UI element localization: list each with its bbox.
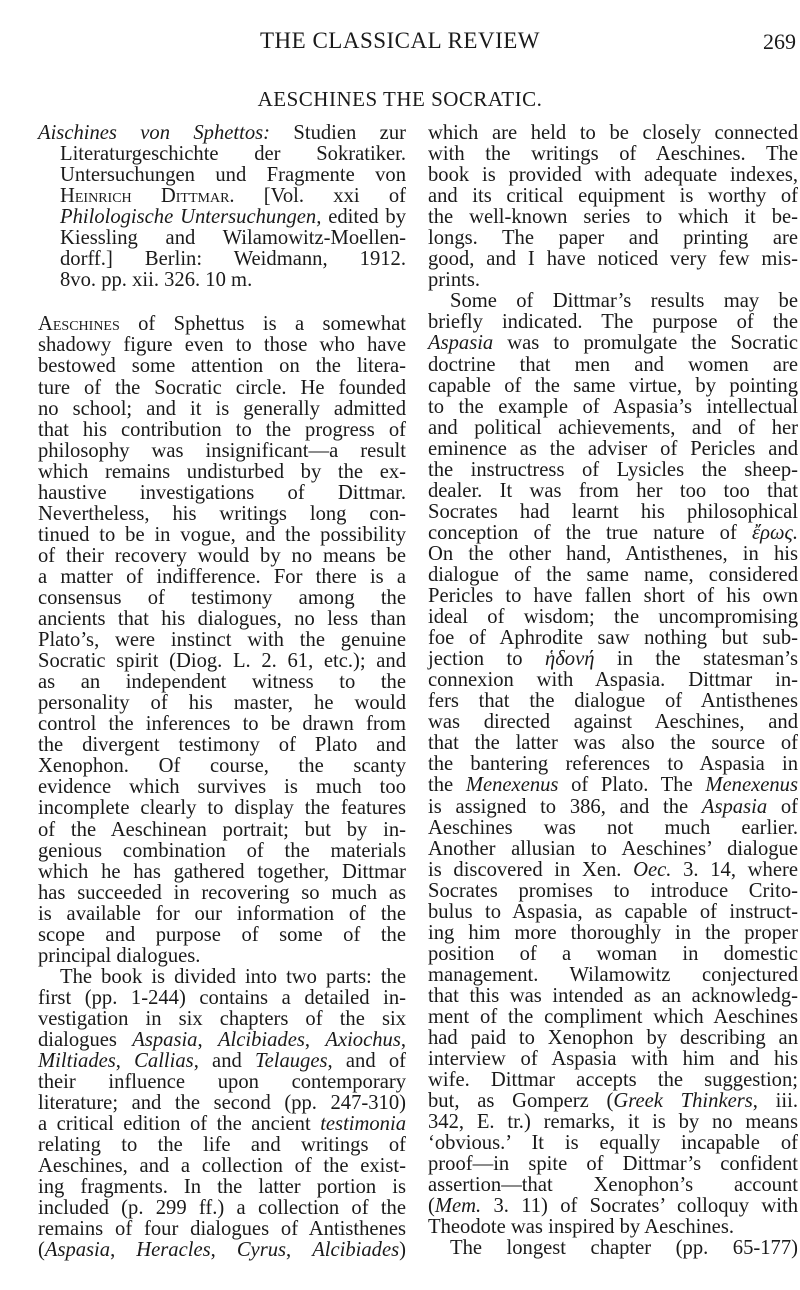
text-run: ancients that his dialogues, no less than xyxy=(38,608,406,631)
text-run: book is provided with adequate indexes, xyxy=(428,164,798,187)
text-line xyxy=(428,860,798,881)
text-run: which he has gathered together, Dittmar xyxy=(38,860,406,883)
text-line xyxy=(428,839,798,860)
text-line xyxy=(38,228,406,249)
text-line xyxy=(38,567,406,588)
text-line xyxy=(428,144,798,165)
text-run: ture of the Socratic circle. He founded xyxy=(38,376,406,399)
text-run: of Plato. The xyxy=(558,774,706,797)
text-run: ( xyxy=(38,1239,45,1262)
italic-text: ἡδονή xyxy=(545,648,595,671)
text-run: ing him more thoroughly in the proper xyxy=(428,921,798,944)
text-line xyxy=(38,186,406,207)
italic-text: Telauges xyxy=(255,1050,328,1073)
text-run: philosophy was insignificant—a result xyxy=(38,439,406,462)
text-run: the well-known series to which it be- xyxy=(428,206,798,229)
text-line xyxy=(428,923,798,944)
paragraph xyxy=(428,1238,798,1259)
text-line xyxy=(428,523,798,544)
text-line xyxy=(38,399,406,420)
text-run: a matter of indifference. For there is a xyxy=(38,565,406,588)
text-run: Another allusian to Aeschines’ dialogue xyxy=(428,837,798,860)
italic-text: Philologische Untersuchungen, xyxy=(60,206,322,229)
spacer xyxy=(38,291,406,314)
text-line xyxy=(38,314,406,335)
text-line xyxy=(38,249,406,270)
italic-text: Aspasia xyxy=(44,1239,111,1262)
text-run: , xyxy=(197,1028,218,1051)
text-run: Literaturgeschichte der Sokratiker. xyxy=(60,143,406,166)
text-run: Socrates promises to introduce Crito- xyxy=(428,879,798,902)
text-run: consensus of testimony among the xyxy=(38,586,406,609)
text-line xyxy=(38,1135,406,1156)
text-line xyxy=(38,651,406,672)
text-run: is available for our information of the xyxy=(38,902,406,925)
text-line xyxy=(38,693,406,714)
text-run: Theodote was inspired by Aeschines. xyxy=(428,1216,734,1239)
text-run: , xyxy=(210,1239,237,1262)
text-run: Aeschines was not much earlier. xyxy=(428,816,798,839)
text-run: but, as Gomperz ( xyxy=(428,1090,614,1113)
text-line xyxy=(38,630,406,651)
text-run: vestigation in six chapters of the six xyxy=(38,1007,406,1030)
text-run: dialogue of the same name, considered xyxy=(428,563,798,586)
text-run: bulus to Aspasia, as capable of instruct- xyxy=(428,900,798,923)
text-run: On the other hand, Antisthenes, in his xyxy=(428,542,798,565)
text-run: incomplete clearly to display the features xyxy=(38,797,406,820)
text-run: The longest chapter (pp. 65-177) xyxy=(450,1237,798,1260)
small-caps-text: Heinrich Dittmar. xyxy=(60,185,235,208)
text-run: principal dialogues. xyxy=(38,944,201,967)
text-line xyxy=(428,565,798,586)
text-run: their influence upon contemporary xyxy=(38,1071,406,1094)
text-run: Pericles to have fallen short of his own xyxy=(428,585,798,608)
text-run: haustive investigations of Dittmar. xyxy=(38,481,406,504)
text-line xyxy=(38,504,406,525)
text-run: 8vo. pp. xii. 326. 10 m. xyxy=(60,269,253,292)
text-run: assertion—that Xenophon’s account xyxy=(428,1174,798,1197)
italic-text: Alcibiades xyxy=(312,1239,400,1262)
right-column xyxy=(428,123,798,1260)
text-run: Plato’s, were instinct with the genuine xyxy=(38,629,406,652)
text-line xyxy=(38,165,406,186)
text-line xyxy=(428,249,798,270)
text-line xyxy=(428,754,798,775)
text-run: ) xyxy=(399,1239,406,1262)
text-line xyxy=(428,1070,798,1091)
text-line xyxy=(428,312,798,333)
text-line xyxy=(38,588,406,609)
text-line xyxy=(428,1196,798,1217)
text-line xyxy=(38,841,406,862)
italic-text: Callias xyxy=(134,1050,194,1073)
text-line xyxy=(428,1175,798,1196)
text-line xyxy=(428,439,798,460)
running-head xyxy=(0,28,800,58)
paragraph-continued xyxy=(428,123,798,291)
text-run: proof—in spite of Dittmar’s confident xyxy=(428,1153,798,1176)
text-run: longs. The paper and printing are xyxy=(428,227,798,250)
text-line xyxy=(38,525,406,546)
text-line xyxy=(38,798,406,819)
italic-text: Aspasia xyxy=(701,795,768,818)
text-run: had paid to Xenophon by describing an xyxy=(428,1027,798,1050)
text-run: of Sphettus is a somewhat xyxy=(119,313,406,336)
page-number: 269 xyxy=(763,29,796,54)
text-run: prints. xyxy=(428,269,481,292)
italic-text: Alcibiades xyxy=(217,1028,305,1051)
text-run: Untersuchungen und Fragmente von xyxy=(60,164,406,187)
text-run: evidence which survives is much too xyxy=(38,776,406,799)
text-run: Xenophon. Of course, the scanty xyxy=(38,755,406,778)
text-line xyxy=(428,902,798,923)
text-line xyxy=(38,356,406,377)
text-run: , xyxy=(304,1028,326,1051)
text-run: [Vol. xxi of xyxy=(234,185,406,208)
text-run: edited by xyxy=(321,206,406,229)
italic-text: ἔρως. xyxy=(751,521,798,544)
italic-text: Cyrus xyxy=(236,1239,287,1262)
journal-title: THE CLASSICAL REVIEW xyxy=(259,28,540,53)
text-run: shadowy figure even to those who have xyxy=(38,334,406,357)
text-line xyxy=(38,207,406,228)
text-line xyxy=(38,1114,406,1135)
text-run: jection to xyxy=(428,648,545,671)
text-line xyxy=(38,420,406,441)
text-run: , xyxy=(115,1050,135,1073)
text-line xyxy=(428,1133,798,1154)
text-run: included (p. 299 ff.) a collection of the xyxy=(38,1197,406,1220)
text-run: eminence as the adviser of Pericles and xyxy=(428,437,798,460)
text-line xyxy=(38,756,406,777)
italic-text: Aischines von Sphettos: xyxy=(38,122,271,144)
text-run: bestowed some attention on the litera- xyxy=(38,355,406,378)
text-run: , iii. xyxy=(752,1090,798,1113)
text-run: relating to the life and writings of xyxy=(38,1134,406,1157)
text-run: and its critical equipment is worthy of xyxy=(428,185,798,208)
text-run: literature; and the second (pp. 247-310) xyxy=(38,1092,406,1115)
text-line xyxy=(428,1028,798,1049)
text-run: Kiessling and Wilamowitz-Moellen- xyxy=(60,227,406,250)
text-line xyxy=(428,355,798,376)
text-line xyxy=(428,670,798,691)
text-line xyxy=(428,881,798,902)
text-run: which remains undisturbed by the ex- xyxy=(38,460,406,483)
text-run: dealer. It was from her too too that xyxy=(428,479,798,502)
paragraph xyxy=(428,291,798,1238)
text-line xyxy=(428,1007,798,1028)
text-run: Socratic spirit (Diog. L. 2. 61, etc.); and xyxy=(38,650,406,673)
left-column xyxy=(38,123,406,1261)
text-line xyxy=(38,123,406,144)
text-line xyxy=(38,1072,406,1093)
text-line xyxy=(38,1093,406,1114)
text-line xyxy=(428,607,798,628)
text-line xyxy=(428,628,798,649)
text-run: dialogues xyxy=(38,1028,133,1051)
text-run: Nevertheless, his writings long con- xyxy=(38,502,406,525)
text-run: The book is divided into two parts: the xyxy=(60,965,406,988)
text-run: that the latter was also the source of xyxy=(428,732,798,755)
text-run: , and of xyxy=(327,1050,406,1073)
text-run: ‘obvious.’ It is equally incapable of xyxy=(428,1132,798,1155)
text-run: a critical edition of the ancient xyxy=(38,1113,321,1136)
text-line xyxy=(428,691,798,712)
text-line xyxy=(38,967,406,988)
article-title: AESCHINES THE SOCRATIC. xyxy=(257,87,543,111)
italic-text: Aspasia xyxy=(428,332,494,355)
text-run: ( xyxy=(428,1195,435,1218)
text-run: connexion with Aspasia. Dittmar in- xyxy=(428,669,798,692)
text-line xyxy=(428,965,798,986)
text-run: which are held to be closely connected xyxy=(428,122,798,144)
text-run: Some of Dittmar’s results may be xyxy=(450,290,798,313)
text-run: is discovered in Xen. xyxy=(428,858,634,881)
text-line xyxy=(428,291,798,312)
text-run: the divergent testimony of Plato and xyxy=(38,734,406,757)
text-run: management. Wilamowitz conjectured xyxy=(428,963,798,986)
text-line xyxy=(38,335,406,356)
text-run: of their recovery would by no means be xyxy=(38,544,406,567)
text-line xyxy=(38,1240,406,1261)
italic-text: Menexenus xyxy=(465,774,559,797)
text-line xyxy=(428,586,798,607)
text-run: ing fragments. In the latter portion is xyxy=(38,1176,406,1199)
text-line xyxy=(428,502,798,523)
text-line xyxy=(38,1009,406,1030)
text-line xyxy=(428,228,798,249)
text-run: 342, E. tr.) remarks, it is by no means xyxy=(428,1111,798,1134)
text-line xyxy=(428,186,798,207)
text-line xyxy=(428,1238,798,1259)
text-line xyxy=(38,1051,406,1072)
text-line xyxy=(428,460,798,481)
italic-text: Heracles xyxy=(136,1239,211,1262)
text-line xyxy=(428,712,798,733)
text-line xyxy=(428,944,798,965)
text-line xyxy=(428,333,798,354)
text-line xyxy=(38,270,406,291)
text-run: of xyxy=(767,795,798,818)
text-run: was directed against Aeschines, and xyxy=(428,711,798,734)
text-run: , xyxy=(286,1239,313,1262)
text-line xyxy=(428,733,798,754)
text-line xyxy=(428,418,798,439)
italic-text: Oec. xyxy=(633,858,672,881)
italic-text: Miltiades xyxy=(38,1050,116,1073)
text-run: Studien zur xyxy=(270,122,406,144)
text-run: the bantering references to Aspasia in xyxy=(428,753,798,776)
text-line xyxy=(428,544,798,565)
text-line xyxy=(428,207,798,228)
text-run: Aeschines, and a collection of the exist- xyxy=(38,1155,406,1178)
text-line xyxy=(38,609,406,630)
text-line xyxy=(38,1219,406,1240)
text-line xyxy=(38,1177,406,1198)
text-run: no school; and it is generally admitted xyxy=(38,397,406,420)
text-run: 3. 11) of Socrates’ colloquy with xyxy=(481,1195,798,1218)
text-run: good, and I have noticed very few mis- xyxy=(428,248,798,271)
text-run: doctrine that men and women are xyxy=(428,353,798,376)
text-run: , xyxy=(110,1239,137,1262)
small-caps-text: Aeschines xyxy=(38,313,120,336)
text-line xyxy=(38,925,406,946)
text-line xyxy=(38,820,406,841)
text-line xyxy=(428,1154,798,1175)
text-line xyxy=(38,777,406,798)
text-line xyxy=(428,649,798,670)
text-line xyxy=(38,483,406,504)
text-line xyxy=(38,672,406,693)
text-run: tinued to be in vogue, and the possibility xyxy=(38,523,406,546)
text-run: has succeeded in recovering so much as xyxy=(38,881,406,904)
italic-text: testimonia xyxy=(320,1113,406,1136)
text-line xyxy=(428,481,798,502)
text-run: as an independent witness to the xyxy=(38,671,406,694)
text-line xyxy=(428,376,798,397)
text-line xyxy=(428,270,798,291)
text-run: the instructress of Lysicles the sheep- xyxy=(428,458,798,481)
text-run: conception of the true nature of xyxy=(428,521,752,544)
italic-text: Mem. xyxy=(434,1195,482,1218)
text-run: dorff.] Berlin: Weidmann, 1912. xyxy=(60,248,406,271)
text-line xyxy=(428,797,798,818)
text-run: that his contribution to the progress of xyxy=(38,418,406,441)
text-line xyxy=(38,714,406,735)
text-run: genious combination of the materials xyxy=(38,839,406,862)
text-line xyxy=(38,946,406,967)
text-run: foe of Aphrodite saw nothing but sub- xyxy=(428,627,798,650)
text-run: Socrates had learnt his philosophical xyxy=(428,500,798,523)
text-line xyxy=(38,883,406,904)
text-run: and political achievements, and of her xyxy=(428,416,798,439)
italic-text: Menexenus xyxy=(705,774,798,797)
bibliographic-entry xyxy=(38,123,406,291)
text-run: 3. 14, where xyxy=(671,858,798,881)
text-line xyxy=(428,986,798,1007)
text-run: , xyxy=(400,1028,407,1051)
text-line xyxy=(38,735,406,756)
text-run: , and xyxy=(193,1050,256,1073)
text-run: that this was intended as an acknowledg- xyxy=(428,984,798,1007)
text-line xyxy=(428,165,798,186)
text-line xyxy=(38,1198,406,1219)
paragraph xyxy=(38,967,406,1262)
text-line xyxy=(38,378,406,399)
text-run: is assigned to 386, and the xyxy=(428,795,702,818)
italic-text: Greek Thinkers xyxy=(613,1090,753,1113)
text-line xyxy=(428,818,798,839)
text-run: scope and purpose of some of the xyxy=(38,923,406,946)
paragraph xyxy=(38,314,406,966)
text-run: with the writings of Aeschines. The xyxy=(428,143,798,166)
italic-text: Axiochus xyxy=(325,1028,401,1051)
text-line xyxy=(38,462,406,483)
text-line xyxy=(38,441,406,462)
text-line xyxy=(38,904,406,925)
text-line xyxy=(38,144,406,165)
text-line xyxy=(38,988,406,1009)
text-line xyxy=(428,397,798,418)
text-run: to the example of Aspasia’s intellectual xyxy=(428,395,798,418)
text-line xyxy=(38,1156,406,1177)
text-run: first (pp. 1-244) contains a detailed in- xyxy=(38,986,406,1009)
text-line xyxy=(428,1217,798,1238)
text-run: remains of four dialogues of Antisthenes xyxy=(38,1218,406,1241)
text-run: ment of the compliment which Aeschines xyxy=(428,1005,798,1028)
text-run: wife. Dittmar accepts the suggestion; xyxy=(428,1069,798,1092)
text-run: interview of Aspasia with him and his xyxy=(428,1048,798,1071)
text-run: in the statesman’s xyxy=(594,648,798,671)
text-line xyxy=(38,862,406,883)
text-line xyxy=(428,775,798,796)
text-run: briefly indicated. The purpose of the xyxy=(428,311,798,334)
text-run: personality of his master, he would xyxy=(38,692,406,715)
text-run: fers that the dialogue of Antisthenes xyxy=(428,690,798,713)
text-line xyxy=(428,1049,798,1070)
italic-text: Aspasia xyxy=(132,1028,198,1051)
text-line xyxy=(428,1112,798,1133)
text-run: position of a woman in domestic xyxy=(428,942,798,965)
text-run: was to promulgate the Socratic xyxy=(493,332,798,355)
text-run: the xyxy=(428,774,466,797)
text-line xyxy=(38,1030,406,1051)
text-line xyxy=(428,1091,798,1112)
text-run: control the inferences to be drawn from xyxy=(38,713,406,736)
text-line xyxy=(428,123,798,144)
text-run: of the Aeschinean portrait; but by in- xyxy=(38,818,406,841)
text-line xyxy=(38,546,406,567)
text-run: capable of the same virtue, by pointing xyxy=(428,374,798,397)
text-run: ideal of wisdom; the uncompromising xyxy=(428,606,798,629)
